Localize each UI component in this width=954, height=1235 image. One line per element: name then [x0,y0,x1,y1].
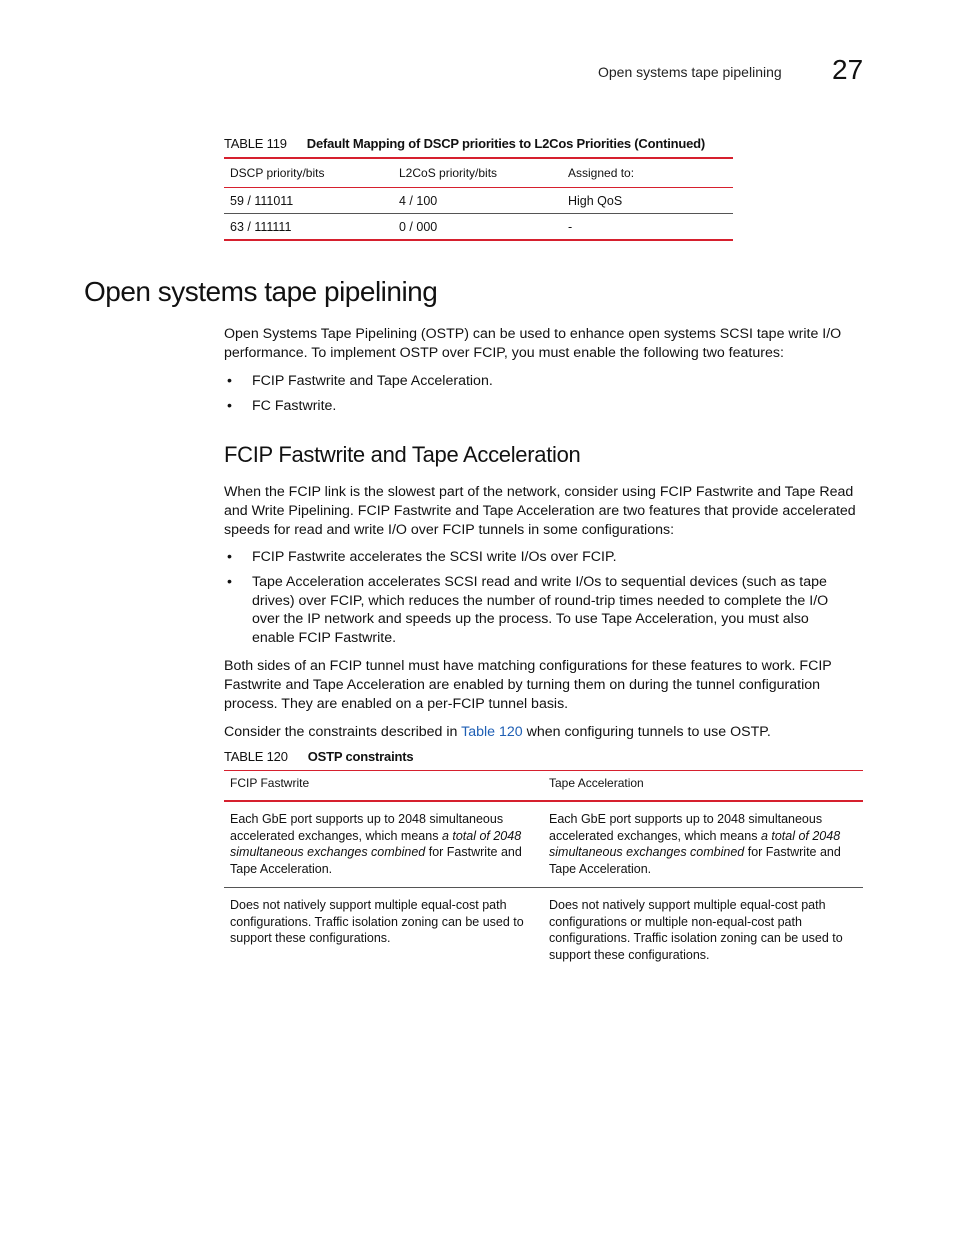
table-cell [224,801,543,888]
bullet-icon: • [227,373,232,389]
list-item [224,573,854,648]
cell-emphasis: a total of 2048 simultaneous exchanges combined [549,828,841,859]
bullet-icon: • [227,549,232,565]
table-row [224,888,863,974]
paragraph-text: Consider the constraints described in [224,724,462,740]
list-item [224,548,854,567]
column-header: FCIP Fastwrite [224,771,543,802]
bullet-icon: • [227,397,232,414]
table-row [224,188,733,214]
section-heading: Open systems tape pipelining [84,276,438,307]
table-cell: High QoS [562,188,733,214]
table-119-title: Default Mapping of DSCP priorities to L2Cos Priorities (Continued) [306,136,706,151]
table-120 [224,770,863,973]
table-120-link[interactable]: Table 120 [461,724,523,740]
table-119-caption [224,136,705,151]
table-119 [224,157,733,241]
column-header: L2CoS priority/bits [393,158,562,188]
list-item [224,372,874,391]
cell-text: Each GbE port supports up to 2048 simultaneous accelerated exchanges, which means [549,812,823,843]
subsection-paragraph-1: When the FCIP link is the slowest part of the network, consider using FCIP Fastwrite and Tape Read and Write Pipelining. FCIP Fastwrite and Tape Acceleration are two features that provide accelerated speeds for read and write I/O over FCIP tunnels in some configurations: [224,484,856,538]
section-intro: Open Systems Tape Pipelining (OSTP) can be used to enhance open systems SCSI tape write I/O performance. To implement OSTP over FCIP, you must enable the following two features: [224,326,842,361]
column-header: DSCP priority/bits [224,158,393,188]
cell-text: Each GbE port supports up to 2048 simultaneous accelerated exchanges, which means [230,812,504,843]
table-120-caption [224,749,413,764]
subsection-bullet-list [224,548,854,654]
bullet-icon: • [227,573,232,590]
table-120-title: OSTP constraints [307,749,414,764]
table-row [224,801,863,888]
column-header: Tape Acceleration [543,771,863,802]
table-cell: 59 / 111011 [224,188,393,214]
table-119-label: TABLE 119 [224,136,287,151]
list-item-text: FCIP Fastwrite accelerates the SCSI write I/Os over FCIP. [252,549,617,565]
table-row [224,214,733,241]
table-cell: 4 / 100 [393,188,562,214]
table-cell [543,801,863,888]
table-cell: Does not natively support multiple equal-cost path configurations. Traffic isolation zoning can be used to support these configurations. [230,898,524,945]
list-item-text: Tape Acceleration accelerates SCSI read and write I/Os to sequential devices (such as tape drives) over FCIP, which reduces the number of round-trip times needed to complete the I/O over the IP network and speeds up the process. To use Tape Acceleration, you must also enable FCIP Fastwrite. [252,573,829,647]
column-header: Assigned to: [562,158,733,188]
section-bullet-list [224,372,874,422]
subsection-paragraph-3 [224,723,874,742]
paragraph-text: when configuring tunnels to use OSTP. [522,724,771,740]
table-cell: 0 / 000 [399,219,438,234]
table-header-row [224,771,863,802]
table-cell: - [568,219,573,234]
cell-emphasis: a total of 2048 simultaneous exchanges combined [230,828,522,859]
table-cell: 63 / 111111 [230,219,292,234]
cell-text: for Fastwrite and Tape Acceleration. [230,845,522,876]
cell-text: for Fastwrite and Tape Acceleration. [549,845,841,876]
list-item [224,397,874,416]
chapter-number: 27 [832,54,864,85]
list-item-text: FCIP Fastwrite and Tape Acceleration. [252,373,493,389]
subsection-heading: FCIP Fastwrite and Tape Acceleration [224,442,581,467]
table-header-row [224,158,733,188]
list-item-text: FC Fastwrite. [252,397,337,414]
table-cell: Does not natively support multiple equal-cost path configurations or multiple non-equal-cost path configurations. Traffic isolation zoning can be used to support these configurations. [549,898,843,962]
subsection-paragraph-2: Both sides of an FCIP tunnel must have matching configurations for these features to work. FCIP Fastwrite and Tape Acceleration are enabled by turning them on during the tunnel configuration process. They are enabled on a per-FCIP tunnel basis. [224,658,832,712]
table-120-label: TABLE 120 [224,749,288,764]
running-header-title: Open systems tape pipelining [598,64,782,80]
